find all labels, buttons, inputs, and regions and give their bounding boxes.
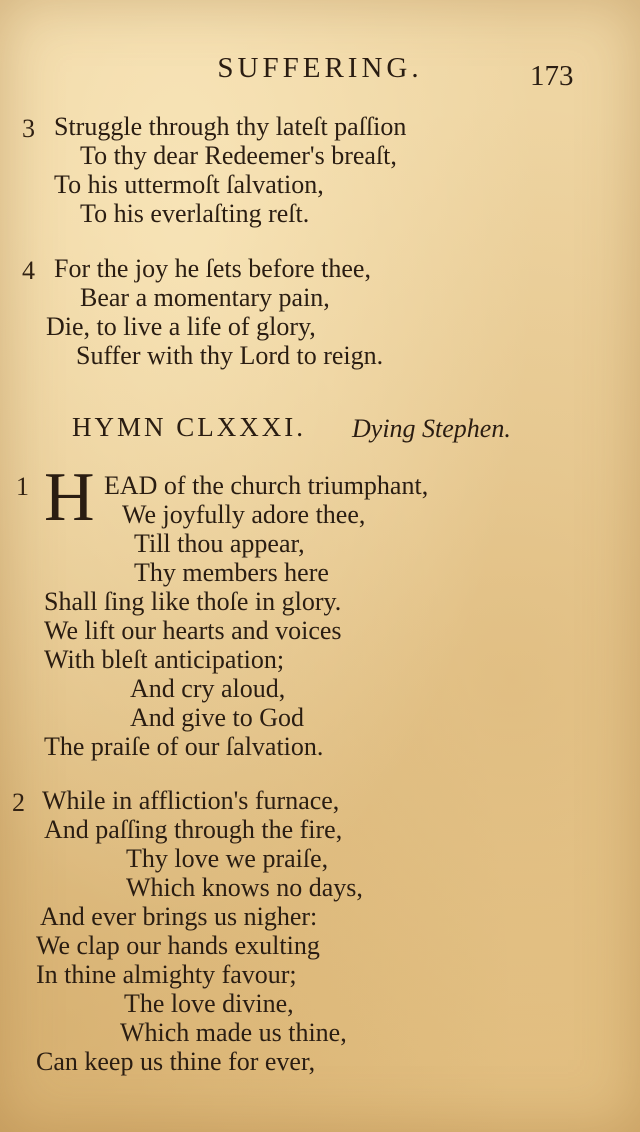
drop-cap: H — [44, 459, 95, 536]
verse-line: Thy members here — [134, 558, 329, 587]
verse-line: The love divine, — [124, 989, 294, 1018]
verse-line: Which made us thine, — [120, 1018, 347, 1047]
stanza-number: 4 — [22, 256, 35, 285]
verse-line: And give to God — [130, 703, 305, 732]
verse-line: We joyfully adore thee, — [122, 500, 366, 529]
verse-line: EAD of the church triumphant, — [104, 471, 429, 500]
verse-line: Die, to live a life of glory, — [46, 312, 316, 341]
verse-line: To his everlaſting reſt. — [80, 199, 310, 228]
verse-line: We lift our hearts and voices — [44, 616, 342, 645]
stanza-number: 2 — [12, 788, 25, 817]
verse-line: Which knows no days, — [126, 873, 363, 902]
verse-line: And cry aloud, — [130, 674, 286, 703]
verse-line: Struggle through thy lateſt paſſion — [54, 112, 407, 141]
verse-line: Suffer with thy Lord to reign. — [76, 341, 384, 370]
hymn-subtitle: Dying Stephen. — [352, 414, 511, 443]
verse-line: Thy love we praiſe, — [126, 844, 329, 873]
verse-line: While in affliction's furnace, — [42, 786, 340, 815]
verse-line: We clap our hands exulting — [36, 931, 320, 960]
stanza-number: 3 — [22, 114, 35, 143]
verse-line: Bear a momentary pain, — [80, 283, 330, 312]
verse-line: And paſſing through the fire, — [44, 815, 343, 844]
hymn-title: HYMN CLXXXI. — [72, 412, 306, 442]
verse-line: Shall ſing like thoſe in glory. — [44, 587, 342, 616]
page-number: 173 — [530, 60, 574, 92]
verse-line: Till thou appear, — [134, 529, 305, 558]
verse-line: For the joy he ſets before thee, — [54, 254, 371, 283]
stanza-number: 1 — [16, 472, 29, 501]
verse-line: Can keep us thine for ever, — [36, 1047, 316, 1076]
running-head: SUFFERING. — [217, 52, 423, 84]
verse-line: In thine almighty favour; — [36, 960, 297, 989]
verse-line: To thy dear Redeemer's breaſt, — [80, 141, 397, 170]
verse-line: And ever brings us nigher: — [40, 902, 318, 931]
verse-line: To his uttermoſt ſalvation, — [54, 170, 324, 199]
verse-line: The praiſe of our ſalvation. — [44, 732, 324, 761]
verse-line: With bleſt anticipation; — [44, 645, 285, 674]
